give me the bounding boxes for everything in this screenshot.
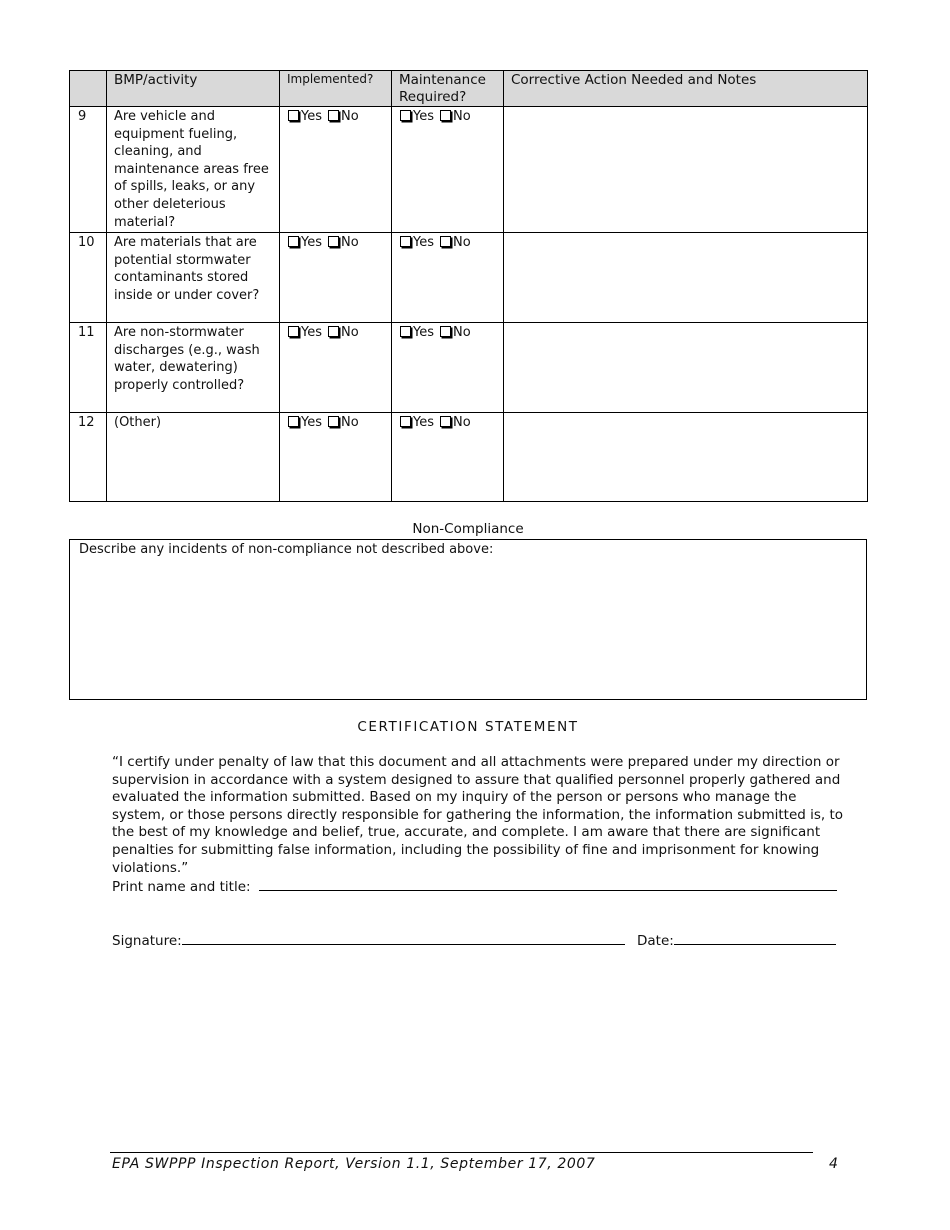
bmp-question: Are materials that are potential stormwater contaminants stored inside or under cover? bbox=[107, 233, 280, 323]
implemented-cell bbox=[280, 107, 392, 233]
bmp-question: Are non-stormwater discharges (e.g., wash water, dewatering) properly controlled? bbox=[107, 323, 280, 413]
header-bmp-activity: BMP/activity bbox=[107, 71, 280, 107]
table-header-row bbox=[70, 71, 868, 107]
header-corrective-action: Corrective Action Needed and Notes bbox=[504, 71, 868, 107]
implemented-no-option[interactable]: No bbox=[328, 235, 359, 250]
print-name-label: Print name and title: bbox=[112, 879, 251, 895]
implemented-no-option[interactable]: No bbox=[328, 325, 359, 340]
maintenance-no-option[interactable]: No bbox=[440, 109, 471, 124]
certification-heading: CERTIFICATION STATEMENT bbox=[357, 719, 579, 735]
checkbox-icon[interactable] bbox=[288, 416, 299, 427]
implemented-cell bbox=[280, 323, 392, 413]
noncompliance-prompt: Describe any incidents of non-compliance not described above: bbox=[79, 542, 494, 557]
implemented-yes-option[interactable]: Yes bbox=[288, 325, 322, 340]
implemented-cell bbox=[280, 413, 392, 502]
maintenance-no-option[interactable]: No bbox=[440, 235, 471, 250]
table-row bbox=[70, 107, 868, 233]
corrective-action-notes[interactable] bbox=[504, 413, 868, 502]
table-row bbox=[70, 233, 868, 323]
checkbox-icon[interactable] bbox=[440, 110, 451, 121]
date-label: Date: bbox=[636, 933, 674, 949]
implemented-yes-option[interactable]: Yes bbox=[288, 235, 322, 250]
maintenance-cell bbox=[392, 233, 504, 323]
checkbox-icon[interactable] bbox=[400, 326, 411, 337]
row-number: 9 bbox=[70, 107, 107, 233]
checkbox-icon[interactable] bbox=[288, 326, 299, 337]
checkbox-icon[interactable] bbox=[440, 416, 451, 427]
footer-divider bbox=[110, 1152, 813, 1153]
bmp-question: Are vehicle and equipment fueling, cleaning, and maintenance areas free of spills, leaks, or any other deleterious material? bbox=[107, 107, 280, 233]
header-maintenance-required: Maintenance Required? bbox=[392, 71, 504, 107]
checkbox-icon[interactable] bbox=[400, 236, 411, 247]
checkbox-icon[interactable] bbox=[328, 110, 339, 121]
maintenance-yes-option[interactable]: Yes bbox=[400, 235, 434, 250]
checkbox-icon[interactable] bbox=[440, 236, 451, 247]
implemented-no-option[interactable]: No bbox=[328, 109, 359, 124]
maintenance-no-option[interactable]: No bbox=[440, 415, 471, 430]
print-name-input[interactable] bbox=[259, 889, 837, 891]
checkbox-icon[interactable] bbox=[400, 416, 411, 427]
date-input[interactable] bbox=[674, 943, 836, 945]
table-row bbox=[70, 323, 868, 413]
noncompliance-heading: Non-Compliance bbox=[412, 521, 524, 537]
checkbox-icon[interactable] bbox=[328, 326, 339, 337]
corrective-action-notes[interactable] bbox=[504, 233, 868, 323]
print-name-field bbox=[112, 879, 837, 895]
corrective-action-notes[interactable] bbox=[504, 107, 868, 233]
maintenance-cell bbox=[392, 323, 504, 413]
table-row bbox=[70, 413, 868, 502]
corrective-action-notes[interactable] bbox=[504, 323, 868, 413]
noncompliance-textarea[interactable] bbox=[69, 539, 867, 700]
implemented-yes-option[interactable]: Yes bbox=[288, 415, 322, 430]
page-number: 4 bbox=[829, 1156, 838, 1172]
header-implemented: Implemented? bbox=[280, 71, 392, 107]
row-number: 10 bbox=[70, 233, 107, 323]
footer-title: EPA SWPPP Inspection Report, Version 1.1, September 17, 2007 bbox=[112, 1156, 596, 1172]
implemented-no-option[interactable]: No bbox=[328, 415, 359, 430]
row-number: 12 bbox=[70, 413, 107, 502]
maintenance-cell bbox=[392, 413, 504, 502]
maintenance-yes-option[interactable]: Yes bbox=[400, 109, 434, 124]
checkbox-icon[interactable] bbox=[400, 110, 411, 121]
bmp-question: (Other) bbox=[107, 413, 280, 502]
header-number bbox=[70, 71, 107, 107]
maintenance-cell bbox=[392, 107, 504, 233]
implemented-cell bbox=[280, 233, 392, 323]
bmp-table bbox=[69, 70, 868, 502]
checkbox-icon[interactable] bbox=[440, 326, 451, 337]
signature-field bbox=[112, 933, 836, 949]
checkbox-icon[interactable] bbox=[288, 236, 299, 247]
checkbox-icon[interactable] bbox=[328, 416, 339, 427]
signature-input[interactable] bbox=[182, 943, 625, 945]
implemented-yes-option[interactable]: Yes bbox=[288, 109, 322, 124]
row-number: 11 bbox=[70, 323, 107, 413]
checkbox-icon[interactable] bbox=[288, 110, 299, 121]
maintenance-no-option[interactable]: No bbox=[440, 325, 471, 340]
certification-statement: “I certify under penalty of law that this document and all attachments were prepared under my direction or supervision in accordance with a system designed to assure that qualified personnel properly gathered and evaluated the information submitted. Based on my inquiry of the person or persons who manage the system, or those persons directly responsible for gathering the information, the information submitted is, to the best of my knowledge and belief, true, accurate, and complete. I am aware that there are significant penalties for submitting false information, including the possibility of fine and imprisonment for knowing violations.” bbox=[112, 754, 844, 876]
maintenance-yes-option[interactable]: Yes bbox=[400, 325, 434, 340]
maintenance-yes-option[interactable]: Yes bbox=[400, 415, 434, 430]
signature-label: Signature: bbox=[112, 933, 182, 949]
checkbox-icon[interactable] bbox=[328, 236, 339, 247]
